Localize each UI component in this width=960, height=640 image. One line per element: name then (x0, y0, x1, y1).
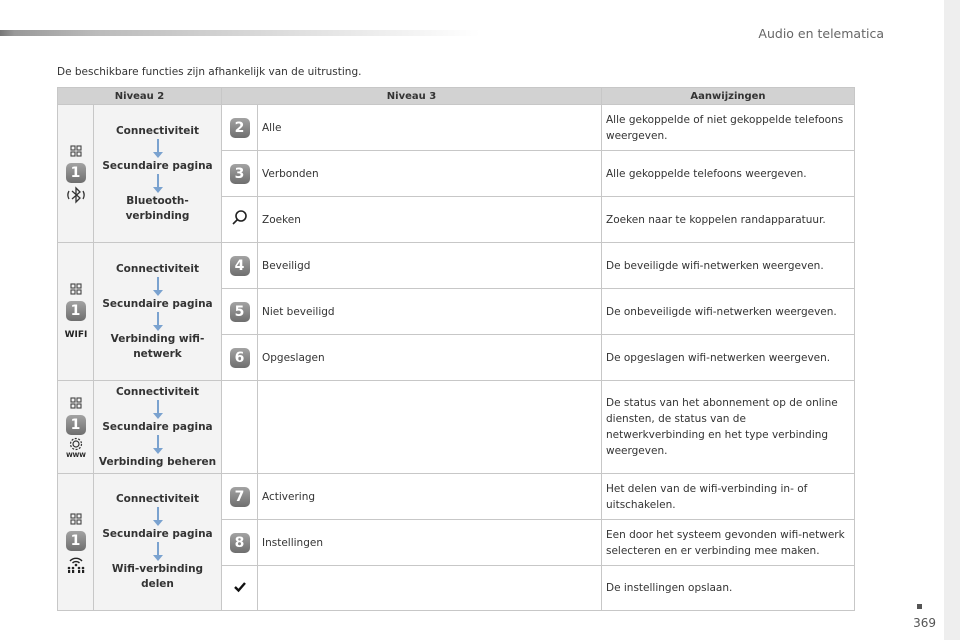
function-table (57, 87, 855, 611)
flow-step: Connectiviteit (115, 124, 200, 137)
level3-badge: 5 (230, 302, 250, 322)
grid-icon (64, 507, 88, 531)
group-flow (94, 381, 222, 474)
level3-label: Niet beveiligd (258, 289, 602, 335)
group-flow (94, 243, 222, 381)
group-icons (58, 105, 94, 243)
flow-step: Bluetooth- verbinding (125, 194, 190, 222)
flow-arrow (153, 435, 163, 455)
level1-badge: 1 (66, 531, 86, 551)
level3-badge: 2 (230, 118, 250, 138)
level3-badge: 4 (230, 256, 250, 276)
flow-step: Secundaire pagina (102, 420, 213, 433)
flow-arrow (153, 312, 163, 332)
header-level3: Niveau 3 (222, 88, 602, 105)
note-text: De instellingen opslaan. (602, 566, 855, 611)
grid-icon (64, 139, 88, 163)
note-text: De opgeslagen wifi-netwerken weergeven. (602, 335, 855, 381)
header-notes: Aanwijzingen (602, 88, 855, 105)
checkmark-icon (228, 575, 252, 599)
bluetooth-icon (64, 183, 88, 207)
header-rule (0, 30, 480, 36)
flow-step: Secundaire pagina (102, 528, 213, 540)
note-text: Zoeken naar te koppelen randapparatuur. (602, 197, 855, 243)
grid-icon (64, 391, 88, 415)
flow-step: Verbinding beheren (98, 455, 217, 468)
flow-arrow (153, 542, 163, 562)
flow-arrow (153, 139, 163, 159)
flow-arrow (153, 400, 163, 420)
flow-step: Wifi-verbinding delen (111, 563, 204, 590)
level3-label (258, 566, 602, 611)
level3-badge: 6 (230, 348, 250, 368)
wifi-text-icon (64, 321, 88, 345)
level3-label: Zoeken (258, 197, 602, 243)
table-row (58, 474, 855, 520)
level3-badge: 3 (230, 164, 250, 184)
level1-badge: 1 (66, 301, 86, 321)
hotspot-icon (64, 551, 88, 575)
level1-badge: 1 (66, 415, 86, 435)
flow-arrow (153, 174, 163, 194)
page-edge-strip (944, 0, 960, 640)
flow-step: Connectiviteit (115, 385, 200, 398)
page-number: 369 (913, 616, 936, 630)
flow-arrow (153, 277, 163, 297)
section-title: Audio en telematica (758, 26, 884, 41)
intro-text: De beschikbare functies zijn afhankelijk van de uitrusting. (57, 66, 362, 78)
flow-arrow (153, 507, 163, 527)
page-marker (917, 604, 922, 609)
note-text: Een door het systeem gevonden wifi-netwerk selecteren en er verbinding mee maken. (602, 520, 855, 566)
level3-label (258, 381, 602, 474)
level3-label: Activering (258, 474, 602, 520)
level3-label: Opgeslagen (258, 335, 602, 381)
group-icons (58, 381, 94, 474)
level3-label: Alle (258, 105, 602, 151)
group-icons (58, 243, 94, 381)
table-row (58, 105, 855, 151)
grid-icon (64, 277, 88, 301)
level1-badge: 1 (66, 163, 86, 183)
table-row (58, 381, 855, 474)
note-text: De status van het abonnement op de online diensten, de status van de netwerkverbinding en het type verbinding weergeven. (602, 381, 855, 474)
note-text: Alle gekoppelde telefoons weergeven. (602, 151, 855, 197)
level3-badge: 7 (230, 487, 250, 507)
group-flow (94, 474, 222, 611)
www-gear-icon (64, 435, 88, 459)
group-icons (58, 474, 94, 611)
flow-step: Secundaire pagina (102, 297, 213, 310)
level3-label: Verbonden (258, 151, 602, 197)
wifi-icon-label: WIFI (64, 329, 87, 340)
note-text: Alle gekoppelde of niet gekoppelde telefoons weergeven. (602, 105, 855, 151)
level3-label: Beveiligd (258, 243, 602, 289)
flow-step: Verbinding wifi- netwerk (110, 332, 205, 360)
flow-step: Secundaire pagina (102, 159, 213, 172)
flow-step: Connectiviteit (115, 493, 200, 505)
flow-step: Connectiviteit (115, 262, 200, 275)
note-text: Het delen van de wifi-verbinding in- of uitschakelen. (602, 474, 855, 520)
header-level2: Niveau 2 (58, 88, 222, 105)
table-row (58, 243, 855, 289)
note-text: De onbeveiligde wifi-netwerken weergeven. (602, 289, 855, 335)
level3-badge: 8 (230, 533, 250, 553)
www-icon-label: WWW (65, 452, 86, 459)
search-icon (228, 206, 252, 230)
table-header-row (58, 88, 855, 105)
note-text: De beveiligde wifi-netwerken weergeven. (602, 243, 855, 289)
level3-label: Instellingen (258, 520, 602, 566)
group-flow (94, 105, 222, 243)
